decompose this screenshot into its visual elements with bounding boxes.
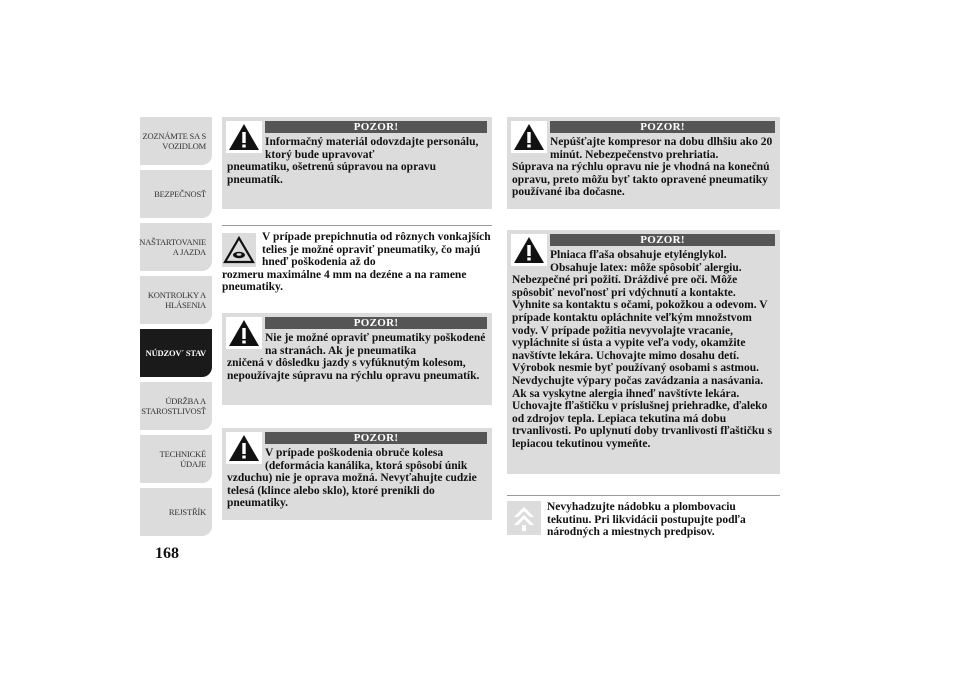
- warning-heading: POZOR!: [265, 121, 487, 133]
- warning-heading: POZOR!: [265, 432, 487, 444]
- warning-box: [507, 230, 780, 474]
- tab-kontrolky[interactable]: KONTROLKY A HLÁSENIA: [140, 276, 212, 324]
- warning-box: [507, 117, 780, 209]
- warning-text: Informačný materiál odovzdajte personálu, ktorý bude upravovať pneumatiku, ošetrenú súpravou na opravu pneumatík.: [227, 136, 479, 186]
- info-block: V prípade prepichnutia od rôznych vonkajších telies je možné opraviť pneumatiky, čo majú hneď poškodenia až do rozmeru maximálne 4 mm na dezéne a na ramene pneumatiky.: [222, 225, 492, 300]
- tab-udrzba[interactable]: ÚDRŽBA A STAROSTLIVOSŤ: [140, 382, 212, 430]
- warning-heading: POZOR!: [550, 234, 775, 246]
- tab-nudzovy-stav[interactable]: NÚDZOV´ STAV: [140, 329, 212, 377]
- tab-rejstrik[interactable]: REJSTŘÍK: [140, 488, 212, 536]
- warning-box: [222, 117, 492, 209]
- tab-technicke-udaje[interactable]: TECHNICKÉ ÚDAJE: [140, 435, 212, 483]
- warning-text: V prípade poškodenia obruče kolesa (deformácia kanálika, ktorá spôsobí únik vzduchu) nie je oprava možná. Nevyťahujte cudzie telesá (klince alebo sklo), ktoré prenikli do pneumatiky.: [227, 447, 477, 510]
- warning-text: Plniaca fľaša obsahuje etylénglykol. Obsahuje latex: môže spôsobiť alergiu. Nebezpečné pri požití. Dráždivé pre oči. Môže spôsobiť nevoľnosť pri vdýchnutí a kontakte. Vyhnite sa kontaktu s očami, pokožkou a odevom. V prípade kontaktu opláchnite veľkým množstvom vody. V prípade požitia nevyvolajte vracanie, vypláchnite si ústa a vypite veľa vody, okamžite navštívte lekára. Uchovajte mimo dosahu detí. Výrobok nesmie byť používaný osobami s astmou. Nevdychujte výpary počas zavádzania a nasávania. Ak sa vyskytne alergia ihneď navštívte lekára. Uchovajte fľaštičku v príslušnej priehradke, ďaleko od zdrojov tepla. Lepiaca tekutina má dobu trvanlivosti. Po uplynutí doby trvanlivosti fľaštičku s lepiacou tekutinou vymeňte.: [512, 249, 773, 450]
- warning-box: [222, 428, 492, 520]
- divider: [222, 225, 492, 226]
- tab-zoznamte-sa[interactable]: ZOZNÁMTE SA S VOZIDLOM: [140, 117, 212, 165]
- tab-nastartovanie[interactable]: NAŠTARTOVANIE A JAZDA: [140, 223, 212, 271]
- warning-box: [222, 313, 492, 405]
- page-number: 168: [155, 545, 179, 562]
- tab-bezpecnost[interactable]: BEZPEČNOSŤ: [140, 170, 212, 218]
- divider: [507, 495, 780, 496]
- warning-heading: POZOR!: [550, 121, 775, 133]
- warning-heading: POZOR!: [265, 317, 487, 329]
- info-block: Nevyhadzujte nádobku a plombovaciu tekutinu. Pri likvidácii postupujte podľa národných a miestnych predpisov.: [507, 495, 780, 545]
- warning-text: Nepúšťajte kompresor na dobu dlhšiu ako 20 minút. Nebezpečenstvo prehriatia. Súprava na rýchlu opravu nie je vhodná na konečnú opravu, preto môžu byť takto opravené pneumatiky používané iba dočasne.: [512, 136, 773, 199]
- warning-text: Nie je možné opraviť pneumatiky poškodené na stranách. Ak je pneumatika zničená v dôsledku jazdy s vyfúknutým kolesom, nepoužívajte súpravu na rýchlu opravu pneumatík.: [227, 332, 486, 382]
